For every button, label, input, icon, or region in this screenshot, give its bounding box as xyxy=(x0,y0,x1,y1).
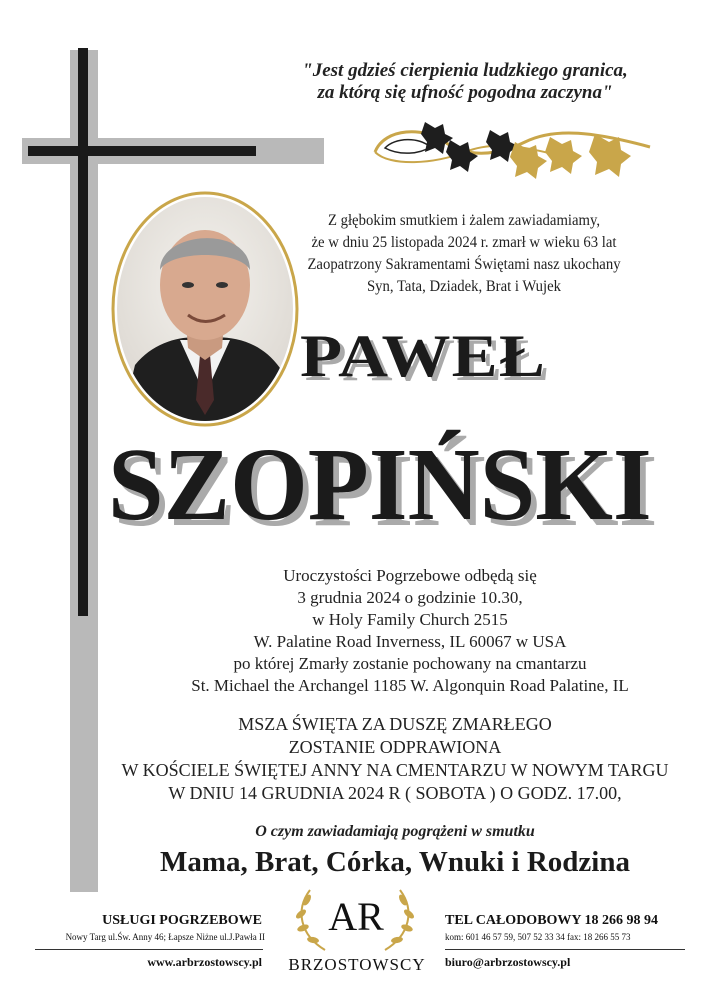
intro-line-1: Z głębokim smutkiem i żalem zawiadamiamy, xyxy=(327,212,601,229)
funeral-service-title: USŁUGI POGRZEBOWE xyxy=(102,913,262,928)
funeral-line-6: St. Michael the Archangel 1185 W. Algonquin Road Palatine, IL xyxy=(191,676,629,695)
funeral-service-address: Nowy Targ ul.Św. Anny 46; Łapsze Niżne ul.J.Pawła II xyxy=(65,932,265,942)
intro-line-3: Zaopatrzony Sakramentami Świętami nasz ukochany xyxy=(307,256,621,273)
logo-initials: AR xyxy=(328,894,384,939)
footer-divider-left xyxy=(35,949,263,950)
intro-line-2: że w dniu 25 listopada 2024 r. zmarł w wieku 63 lat xyxy=(311,234,617,251)
logo-name: BRZOSTOWSCY xyxy=(288,955,426,974)
deceased-portrait xyxy=(110,190,300,428)
last-name: SZOPIŃSKI xyxy=(108,427,652,542)
funeral-line-1: Uroczystości Pogrzebowe odbędą się xyxy=(283,566,537,585)
quote-line-2: za którą się ufność pogodna zaczyna" xyxy=(317,82,613,103)
funeral-details xyxy=(130,565,690,697)
mass-line-3: W KOŚCIELE ŚWIĘTEJ ANNY NA CMENTARZU W NOWYM TARGU xyxy=(121,760,669,780)
funeral-line-3: w Holy Family Church 2515 xyxy=(312,610,508,629)
leaf-ornament-icon xyxy=(365,112,655,187)
footer-divider-right xyxy=(445,949,685,950)
email-link[interactable]: biuro@arbrzostowscy.pl xyxy=(445,955,571,969)
mass-line-4: W DNIU 14 GRUDNIA 2024 R ( SOBOTA ) O GODZ. 17.00, xyxy=(168,783,622,803)
funeral-line-5: po której Zmarły zostanie pochowany na cmantarzu xyxy=(233,654,587,673)
quote xyxy=(240,60,690,104)
announcement-intro xyxy=(280,210,648,298)
intro-line-4: Syn, Tata, Dziadek, Brat i Wujek xyxy=(366,278,562,295)
mass-line-2: ZOSTANIE ODPRAWIONA xyxy=(288,737,502,757)
quote-line-1: "Jest gdzieś cierpienia ludzkiego granica, xyxy=(302,60,628,81)
first-name: PAWEŁ xyxy=(300,323,547,389)
mass-line-1: MSZA ŚWIĘTA ZA DUSZĘ ZMARŁEGO xyxy=(238,714,552,734)
mourners-notice: O czym zawiadamiają pogrążeni w smutku xyxy=(255,823,535,840)
funeral-line-4: W. Palatine Road Inverness, IL 60067 w USA xyxy=(253,632,567,651)
mobile-fax-numbers: kom: 601 46 57 59, 507 52 33 34 fax: 18 266 55 73 xyxy=(445,932,631,942)
cross-vertical-bar xyxy=(78,48,88,616)
mass-details xyxy=(100,713,690,805)
website-link[interactable]: www.arbrzostowscy.pl xyxy=(147,955,262,969)
funeral-line-2: 3 grudnia 2024 o godzinie 10.30, xyxy=(297,588,523,607)
cross-horizontal-bar xyxy=(28,146,256,156)
family-names: Mama, Brat, Córka, Wnuki i Rodzina xyxy=(160,846,630,878)
phone-number: TEL CAŁODOBOWY 18 266 98 94 xyxy=(445,913,659,928)
